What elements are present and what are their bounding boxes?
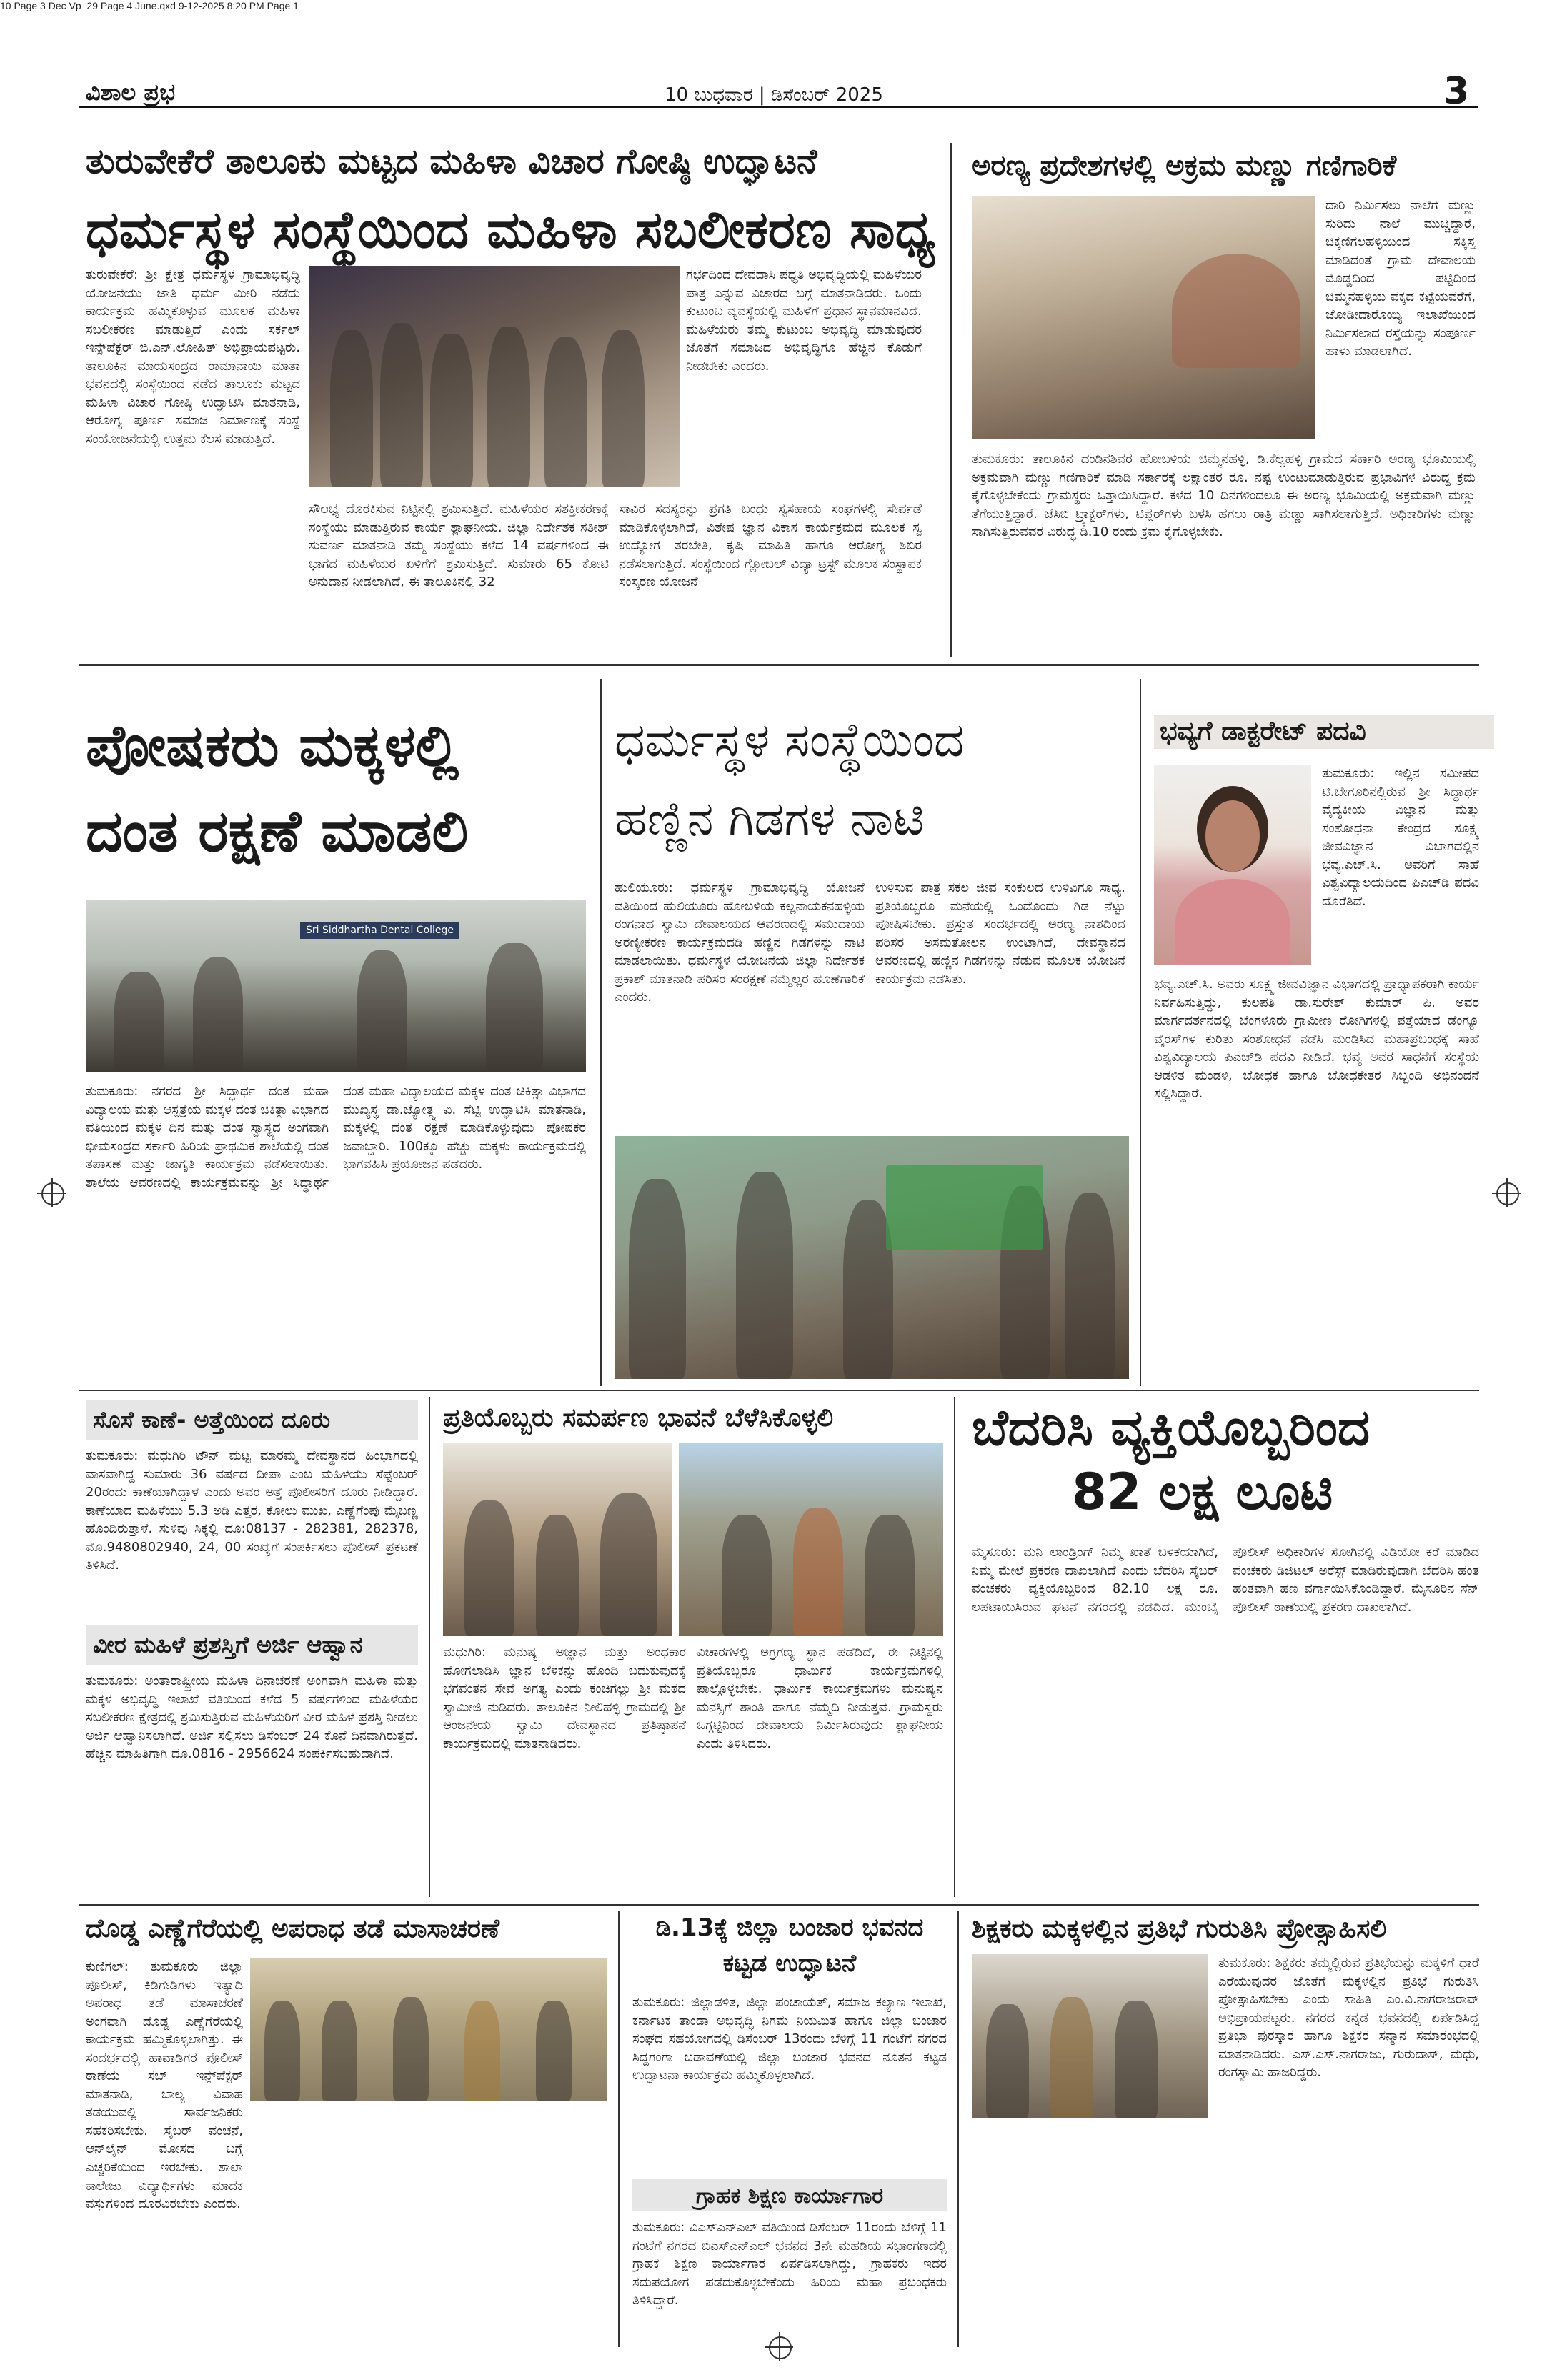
story1-col3: ಸೌಲಭ್ಯ ದೊರಕಿಸುವ ನಿಟ್ಟಿನಲ್ಲಿ ಶ್ರಮಿಸುತ್ತಿದೆ. ಮಹಿಳೆಯರ ಸಶಕ್ತೀಕರಣಕ್ಕೆ ಸಂಸ್ಥೆಯು ಮಾಡುತ್ತಿರುವ ಕಾರ್ಯ ಶ್ಲಾಘನೀಯ. ಜಿಲ್ಲಾ ನಿರ್ದೇಶಕ ಸತೀಶ್ ಸುವರ್ಣ ಮಾತನಾಡಿ ತಮ್ಮ ಸಂಸ್ಥೆಯು ಕಳೆದ 14 ವರ್ಷಗಳಿಂದ ಈ ಭಾಗದ ಮಹಿಳೆಯರ ಏಳಿಗೆಗೆ ಶ್ರಮಿಸುತ್ತಿದೆ. ಸುಮಾರು 65 ಕೋಟಿ ಅನುದಾನ ನೀಡಲಾಗಿದೆ, ಈ ತಾಲೂಕಿನಲ್ಲಿ 32: [309, 502, 609, 590]
row-divider: [79, 1904, 1479, 1906]
story1-headline: ಧರ್ಮಸ್ಥಳ ಸಂಸ್ಥೆಯಿಂದ ಮಹಿಳಾ ಸಬಲೀಕರಣ ಸಾಧ್ಯ: [86, 199, 936, 259]
story5-headline: ಭವ್ಯಗೆ ಡಾಕ್ಟರೇಟ್ ಪದವಿ: [1154, 715, 1494, 749]
column-divider: [950, 143, 952, 657]
row-divider: [79, 1390, 1479, 1391]
story8-photo-2: [679, 1443, 943, 1636]
story7-headline: ವೀರ ಮಹಿಳೆ ಪ್ರಶಸ್ತಿಗೆ ಅರ್ಜಿ ಆಹ್ವಾನ: [93, 1631, 363, 1658]
story11-headline-line2: ಕಟ್ಟಡ ಉದ್ಘಾಟನೆ: [722, 1949, 857, 1978]
story2-body: ತುಮಕೂರು: ತಾಲೂಕಿನ ದಂಡಿನಶಿವರ ಹೋಬಳಿಯ ಚಿಮ್ಮನಹಳ್ಳಿ, ಡಿ.ಕೆಲ್ಲಹಳ್ಳಿ ಗ್ರಾಮದ ಸರ್ಕಾರಿ ಅರಣ್ಯ ಭೂಮಿಯಲ್ಲಿ ಅಕ್ರಮವಾಗಿ ಮಣ್ಣು ಗಣಿಗಾರಿಕೆ ಮಾಡಿ ಸರ್ಕಾರಕ್ಕೆ ಲಕ್ಷಾಂತರ ರೂ. ನಷ್ಟ ಉಂಟುಮಾಡುತ್ತಿರುವ ಪ್ರಭಾವಿಗಳ ವಿರುದ್ಧ ಕ್ರಮ ಕೈಗೊಳ್ಳಬೇಕೆಂದು ಗ್ರಾಮಸ್ಥರು ಒತ್ತಾಯಿಸಿದ್ದಾರೆ. ಕಳೆದ 10 ದಿನಗಳಿಂದಲೂ ಈ ಅರಣ್ಯ ಭೂಮಿಯಲ್ಲಿ ಅಕ್ರಮವಾಗಿ ಮಣ್ಣು ತೆಗೆಯುತ್ತಿದ್ದಾರೆ. ಜೆಸಿಬಿ ಟ್ರ್ಯಾಕ್ಟರ್‌ಗಳು, ಟಿಪ್ಪರ್‌ಗಳು ಬಳಸಿ ಹಗಲು ರಾತ್ರಿ ಮಣ್ಣು ಸಾಗಿಸಲಾಗುತ್ತಿದೆ. ಅಧಿಕಾರಿಗಳು ಮಣ್ಣು ಸಾಗಿಸುತ್ತಿರುವವರ ವಿರುದ್ಧ ಡಿ.10 ರಂದು ಕ್ರಮ ಕೈಗೊಳ್ಳಬೇಕು.: [972, 452, 1476, 540]
story6-header-box: [86, 1400, 418, 1440]
story10-body: ಕುಣಿಗಲ್: ತುಮಕೂರು ಜಿಲ್ಲಾ ಪೊಲೀಸ್, ಕಿಡಿಗೇಡಿಗಳು ಇತ್ಯಾದಿ ಅಪರಾಧ ತಡೆ ಮಾಸಾಚರಣೆ ಅಂಗವಾಗಿ ದೊಡ್ಡ ಎಣ್ಣೆಗೆರೆಯಲ್ಲಿ ಕಾರ್ಯಕ್ರಮ ಹಮ್ಮಿಕೊಳ್ಳಲಾಗಿತ್ತು. ಈ ಸಂದರ್ಭದಲ್ಲಿ ಹಾವಾಡಿಗರ ಪೊಲೀಸ್ ಠಾಣೆಯ ಸಬ್ ಇನ್ಸ್‌ಪೆಕ್ಟರ್ ಮಾತನಾಡಿ, ಬಾಲ್ಯ ವಿವಾಹ ತಡೆಯುವಲ್ಲಿ ಸಾರ್ವಜನಿಕರು ಸಹಕರಿಸಬೇಕು. ಸೈಬರ್ ವಂಚನೆ, ಆನ್‌ಲೈನ್ ಮೋಸದ ಬಗ್ಗೆ ಎಚ್ಚರಿಕೆಯಿಂದ ಇರಬೇಕು. ಶಾಲಾ ಕಾಲೇಜು ವಿದ್ಯಾರ್ಥಿಗಳು ಮಾದಕ ವಸ್ತುಗಳಿಂದ ದೂರವಿರಬೇಕು ಎಂದರು.: [86, 1959, 243, 2212]
story12-body: ತುಮಕೂರು: ವಿಎಸ್‌ಎನ್‌ಎಲ್ ವತಿಯಿಂದ ಡಿಸೆಂಬರ್ 11ರಂದು ಬೆಳಿಗ್ಗೆ 11 ಗಂಟೆಗೆ ನಗರದ ಬಿಎಸ್‌ಎನ್‌ಎಲ್ ಭವನದ 3ನೇ ಮಹಡಿಯ ಸಭಾಂಗಣದಲ್ಲಿ ಗ್ರಾಹಕ ಶಿಕ್ಷಣ ಕಾರ್ಯಾಗಾರ ಏರ್ಪಡಿಸಲಾಗಿದ್ದು, ಗ್ರಾಹಕರು ಇದರ ಸದುಪಯೋಗ ಪಡೆದುಕೊಳ್ಳಬೇಕೆಂದು ಹಿರಿಯ ಮಹಾ ಪ್ರಬಂಧಕರು ತಿಳಿಸಿದ್ದಾರೆ.: [632, 2220, 947, 2309]
print-slug: 10 Page 3 Dec Vp_29 Page 4 June.qxd 9-12-2025 8:20 PM Page 1: [0, 0, 299, 11]
story3-headline-line1: ಪೋಷಕರು ಮಕ್ಕಳಲ್ಲಿ: [86, 712, 459, 779]
story4-col2: ಉಳಿಸುವ ಪಾತ್ರ ಸಕಲ ಜೀವ ಸಂಕುಲದ ಉಳಿವಿಗೂ ಸಾಧ್ಯ. ಪ್ರತಿಯೊಬ್ಬರೂ ಮನೆಯಲ್ಲಿ ಒಂದೊಂದು ಗಿಡ ನೆಟ್ಟು ಪೋಷಿಸಬೇಕು. ಪ್ರಸ್ತುತ ಸಂದರ್ಭದಲ್ಲಿ ಅರಣ್ಯ ನಾಶದಿಂದ ಪರಿಸರ ಅಸಮತೋಲನ ಉಂಟಾಗಿದೆ, ದೇವಸ್ಥಾನದ ಆವರಣದಲ್ಲಿ ಹಣ್ಣಿನ ಗಿಡಗಳನ್ನು ನೆಡುವ ಮೂಲಕ ಯೋಜನೆ ಕಾರ್ಯಕ್ರಮ ನಡೆಸಿತು.: [875, 880, 1125, 987]
story9-headline-line2: 82 ಲಕ್ಷ ಲೂಟಿ: [1072, 1463, 1333, 1521]
story3-photo-banner: Sri Siddhartha Dental College: [300, 922, 459, 939]
story1-col2: ಗರ್ಭದಿಂದ ದೇವದಾಸಿ ಪಧ್ಧತಿ ಅಭಿವೃದ್ಧಿಯಲ್ಲಿ ಮಹಿಳೆಯರ ಪಾತ್ರ ಎನ್ನುವ ವಿಚಾರದ ಬಗ್ಗೆ ಮಾತನಾಡಿದರು. ಒಂದು ಕುಟುಂಬ ವ್ಯವಸ್ಥೆಯಲ್ಲಿ ಮಹಿಳೆಗೆ ಪ್ರಧಾನ ಸ್ಥಾನಮಾನವಿದೆ. ಮಹಿಳೆಯರು ತಮ್ಮ ಕುಟುಂಬ ಅಭಿವೃದ್ಧಿ ಮಾಡುವುದರ ಜೊತೆಗೆ ಸಮಾಜದ ಅಭಿವೃದ್ಧಿಗೂ ಹೆಚ್ಚಿನ ಕೊಡುಗೆ ನೀಡಬೇಕು ಎಂದರು.: [686, 267, 922, 374]
story12-header-box: [632, 2179, 947, 2211]
story8-headline: ಪ್ರತಿಯೊಬ್ಬರು ಸಮರ್ಪಣ ಭಾವನೆ ಬೆಳೆಸಿಕೊಳ್ಳಲಿ: [443, 1403, 834, 1433]
story5-body: ಭವ್ಯ.ಎಚ್.ಸಿ. ಅವರು ಸೂಕ್ಷ್ಮ ಜೀವವಿಜ್ಞಾನ ವಿಭಾಗದಲ್ಲಿ ಪ್ರಾಧ್ಯಾಪಕರಾಗಿ ಕಾರ್ಯ ನಿರ್ವಹಿಸುತ್ತಿದ್ದು, ಕುಲಪತಿ ಡಾ.ಸುರೇಶ್ ಕುಮಾರ್ ಪಿ. ಅವರ ಮಾರ್ಗದರ್ಶನದಲ್ಲಿ ಬೆಂಗಳೂರು ಗ್ರಾಮೀಣ ರೋಗಿಗಳಲ್ಲಿ ಪತ್ತೆಯಾದ ಡೆಂಗ್ಯೂ ವೈರಸ್‌ಗಳ ಕುರಿತು ಸಂಶೋಧನೆ ನಡೆಸಿ ಮಂಡಿಸಿದ ಮಹಾಪ್ರಬಂಧಕ್ಕೆ ಸಾಹೆ ವಿಶ್ವವಿದ್ಯಾಲಯ ಪಿಎಚ್‌ಡಿ ಪದವಿ ನೀಡಿದೆ. ಭವ್ಯ ಅವರ ಸಾಧನೆಗೆ ಸಂಸ್ಥೆಯ ಆಡಳಿತ ಮಂಡಳಿ, ಬೋಧಕ ಹಾಗೂ ಬೋಧಕೇತರ ಸಿಬ್ಬಂದಿ ಅಭಿನಂದನೆ ಸಲ್ಲಿಸಿದ್ದಾರೆ.: [1154, 977, 1479, 1102]
column-divider: [957, 1911, 959, 2347]
registration-mark-right: [1496, 1182, 1519, 1205]
story3-photo: [86, 900, 586, 1072]
dateline: 10 ಬುಧವಾರ | ಡಿಸೆಂಬರ್ 2025: [665, 84, 883, 106]
story1-col1: ತುರುವೇಕೆರೆ: ಶ್ರೀ ಕ್ಷೇತ್ರ ಧರ್ಮಸ್ಥಳ ಗ್ರಾಮಾಭಿವೃದ್ಧಿ ಯೋಜನೆಯು ಜಾತಿ ಧರ್ಮ ಮೀರಿ ನಡೆದು ಕಾರ್ಯಕ್ರಮ ಹಮ್ಮಿಕೊಳ್ಳುವ ಮೂಲಕ ಮಹಿಳಾ ಸಬಲೀಕರಣ ಮಾಡುತ್ತಿದೆ ಎಂದು ಸರ್ಕಲ್ ಇನ್ಸ್‌ಪೆಕ್ಟರ್ ಬಿ.ಎನ್.ಲೋಹಿತ್ ಅಭಿಪ್ರಾಯಪಟ್ಟರು. ತಾಲೂಕಿನ ಮಾಯಸಂದ್ರದ ರಾಮಾನಾಯಿ ಮಾತಾ ಭವನದಲ್ಲಿ ಸಂಸ್ಥೆಯಿಂದ ನಡೆದ ತಾಲೂಕು ಮಟ್ಟದ ಮಹಿಳಾ ವಿಚಾರ ಗೋಷ್ಠಿ ಉದ್ಘಾಟಿಸಿ ಮಾತನಾಡಿ, ಆರೋಗ್ಯ ಪೂರ್ಣ ಸಮಾಜ ನಿರ್ಮಾಣಕ್ಕೆ ಸಂಸ್ಥೆ ಸಂಯೋಜನೆಯಲ್ಲಿ ಉತ್ತಮ ಕೆಲಸ ಮಾಡುತ್ತಿದೆ.: [86, 267, 300, 447]
page-number: 3: [1443, 70, 1470, 113]
story1-col4: ಸಾವಿರ ಸದಸ್ಯರನ್ನು ಪ್ರಗತಿ ಬಂಧು ಸ್ವಸಹಾಯ ಸಂಘಗಳಲ್ಲಿ ಸೇರ್ಪಡೆ ಮಾಡಿಕೊಳ್ಳಲಾಗಿದೆ, ವಿಶೇಷ ಜ್ಞಾನ ವಿಕಾಸ ಕಾರ್ಯಕ್ರಮದ ಮೂಲಕ ಸ್ವ ಉದ್ಯೋಗ ತರಬೇತಿ, ಕೃಷಿ ಮಾಹಿತಿ ಹಾಗೂ ಆರೋಗ್ಯ ಶಿಬಿರ ನಡೆಸಲಾಗುತ್ತಿದೆ. ಸಂಸ್ಥೆಯಿಂದ ಗ್ಲೋಬಲ್ ವಿದ್ಯಾ ಟ್ರಸ್ಟ್ ಮೂಲಕ ಸಂಸ್ಥಾಪಕ ಸಂಸ್ಕರಣ ಯೋಜನೆ: [619, 502, 922, 590]
story7-body: ತುಮಕೂರು: ಅಂತಾರಾಷ್ಟ್ರೀಯ ಮಹಿಳಾ ದಿನಾಚರಣೆ ಅಂಗವಾಗಿ ಮಹಿಳಾ ಮತ್ತು ಮಕ್ಕಳ ಅಭಿವೃದ್ಧಿ ಇಲಾಖೆ ವತಿಯಿಂದ ಕಳೆದ 5 ವರ್ಷಗಳಿಂದ ಮಹಿಳೆಯರ ಸಬಲೀಕರಣ ಕ್ಷೇತ್ರದಲ್ಲಿ ಶ್ರಮಿಸುತ್ತಿರುವ ಮಹಿಳೆಯರಿಗೆ ವೀರ ಮಹಿಳೆ ಪ್ರಶಸ್ತಿ ನೀಡಲು ಅರ್ಜಿ ಆಹ್ವಾನಿಸಲಾಗಿದೆ. ಅರ್ಜಿ ಸಲ್ಲಿಸಲು ಡಿಸೆಂಬರ್ 24 ಕೊನೆ ದಿನವಾಗಿರುತ್ತದೆ. ಹೆಚ್ಚಿನ ಮಾಹಿತಿಗಾಗಿ ದೂ.0816 - 2956624 ಸಂಪರ್ಕಿಸಬಹುದಾಗಿದೆ.: [86, 1673, 418, 1762]
story10-photo: [250, 1958, 607, 2101]
registration-mark-left: [41, 1182, 64, 1205]
column-divider: [954, 1397, 955, 1897]
story5-beside-photo: ತುಮಕೂರು: ಇಲ್ಲಿನ ಸಮೀಪದ ಟಿ.ಬೇಗೂರಿನಲ್ಲಿರುವ ಶ್ರೀ ಸಿದ್ಧಾರ್ಥ ವೈದ್ಯಕೀಯ ವಿಜ್ಞಾನ ಮತ್ತು ಸಂಶೋಧನಾ ಕೇಂದ್ರದ ಸೂಕ್ಷ್ಮ ಜೀವವಿಜ್ಞಾನ ವಿಭಾಗದಲ್ಲಿನ ಭವ್ಯ.ಎಚ್.ಸಿ. ಅವರಿಗೆ ಸಾಹೆ ವಿಶ್ವವಿದ್ಯಾಲಯದಿಂದ ಪಿಎಚ್‌ಡಿ ಪದವಿ ದೊರೆತಿದೆ.: [1322, 766, 1479, 909]
story8-col1: ಮಧುಗಿರಿ: ಮನುಷ್ಯ ಅಜ್ಞಾನ ಮತ್ತು ಅಂಧಕಾರ ಹೋಗಲಾಡಿಸಿ ಜ್ಞಾನ ಬೆಳಕನ್ನು ಹೊಂದಿ ಬದುಕುವುದಕ್ಕೆ ಭಗವಂತನ ಸೇವೆ ಅಗತ್ಯ ಎಂದು ಕಂಚಿಗಲ್ಲು ಶ್ರೀ ಮಠದ ಸ್ವಾಮೀಜಿ ನುಡಿದರು. ತಾಲೂಕಿನ ನೀಲಿಹಳ್ಳಿ ಗ್ರಾಮದಲ್ಲಿ ಶ್ರೀ ಆಂಜನೇಯ ಸ್ವಾಮಿ ದೇವಸ್ಥಾನದ ಪ್ರತಿಷ್ಠಾಪನೆ ಕಾರ್ಯಕ್ರಮದಲ್ಲಿ ಮಾತನಾಡಿದರು.: [443, 1645, 686, 1751]
story4-col1: ಹುಲಿಯೂರು: ಧರ್ಮಸ್ಥಳ ಗ್ರಾಮಾಭಿವೃದ್ಧಿ ಯೋಜನೆ ವತಿಯಿಂದ ಹುಲಿಯೂರು ಹೋಬಳಿಯ ಕಲ್ಲನಾಯಕನಹಳ್ಳಿಯ ರಂಗನಾಥ ಸ್ವಾಮಿ ದೇವಾಲಯದ ಆವರಣದಲ್ಲಿ ಸಮುದಾಯ ಅರಣ್ಯೀಕರಣ ಕಾರ್ಯಕ್ರಮದಡಿ ಹಣ್ಣಿನ ಗಿಡಗಳನ್ನು ನಾಟಿ ಮಾಡಲಾಯಿತು. ಧರ್ಮಸ್ಥಳ ಯೋಜನೆಯ ಜಿಲ್ಲಾ ನಿರ್ದೇಶಕ ಪ್ರಕಾಶ್ ಮಾತನಾಡಿ ಪರಿಸರ ಸಂರಕ್ಷಣೆ ನಮ್ಮೆಲ್ಲರ ಹೊಣೆಗಾರಿಕೆ ಎಂದರು.: [615, 880, 865, 1005]
story9-headline-line1: ಬೆದರಿಸಿ ವ್ಯಕ್ತಿಯೊಬ್ಬರಿಂದ: [972, 1398, 1371, 1457]
row-divider: [79, 664, 1479, 666]
story11-body: ತುಮಕೂರು: ಜಿಲ್ಲಾಡಳಿತ, ಜಿಲ್ಲಾ ಪಂಚಾಯತ್, ಸಮಾಜ ಕಲ್ಯಾಣ ಇಲಾಖೆ, ಕರ್ನಾಟಕ ತಾಂಡಾ ಅಭಿವೃದ್ಧಿ ನಿಗಮ ನಿಯಮಿತ ಹಾಗೂ ಜಿಲ್ಲಾ ಬಂಜಾರ ಸಂಘದ ಸಹಯೋಗದಲ್ಲಿ ಡಿಸೆಂಬರ್ 13ರಂದು ಬೆಳಿಗ್ಗೆ 11 ಗಂಟೆಗೆ ನಗರದ ಸಿದ್ದಗಂಗಾ ಬಡಾವಣೆಯಲ್ಲಿ ಜಿಲ್ಲಾ ಬಂಜಾರ ಭವನದ ನೂತನ ಕಟ್ಟಡ ಉದ್ಘಾಟನಾ ಕಾರ್ಯಕ್ರಮ ಹಮ್ಮಿಕೊಳ್ಳಲಾಗಿದೆ.: [632, 1995, 947, 2083]
story2-side-text: ದಾರಿ ನಿರ್ಮಿಸಲು ನಾಲೆಗೆ ಮಣ್ಣು ಸುರಿದು ನಾಲೆ ಮುಚ್ಚಿದ್ದಾರೆ, ಚಿಕ್ಕಣಿಗಲಹಳ್ಳಿಯಿಂದ ಸಕ್ಕಿಸ್ತ ಮಾಡಿದಂತೆ ಗ್ರಾಮ ದೇವಾಲಯ ಮೊಡ್ಡದಿಂದ ಪಟ್ಟಿದಿಂದ ಚಿಮ್ಮನಹಳ್ಳಿಯ ವಕ್ಕದ ಕಟ್ಟೆಯವರೆಗೆ, ಜೋಡೀದಾರೊಯ್ಯಿ ಇಲಾಖೆಯಿಂದ ನಿರ್ಮಿಸಲಾದ ರಸ್ತೆಯನ್ನು ಸಂಪೂರ್ಣ ಹಾಳು ಮಾಡಲಾಗಿದೆ.: [1325, 198, 1476, 359]
story3-body: ತುಮಕೂರು: ನಗರದ ಶ್ರೀ ಸಿದ್ಧಾರ್ಥ ದಂತ ಮಹಾ ವಿದ್ಯಾಲಯ ಮತ್ತು ಆಸ್ಪತ್ರೆಯ ಮಕ್ಕಳ ದಂತ ಚಿಕಿತ್ಸಾ ವಿಭಾಗದ ವತಿಯಿಂದ ಮಕ್ಕಳ ದಿನ ಮತ್ತು ದಂತ ಸ್ವಾಸ್ಥ್ಯದ ಅಂಗವಾಗಿ ಭೀಮಸಂದ್ರದ ಸರ್ಕಾರಿ ಹಿರಿಯ ಪ್ರಾಥಮಿಕ ಶಾಲೆಯಲ್ಲಿ ದಂತ ತಪಾಸಣೆ ಮತ್ತು ಜಾಗೃತಿ ಕಾರ್ಯಕ್ರಮ ನಡೆಸಲಾಯಿತು. ಶಾಲೆಯ ಆವರಣದಲ್ಲಿ ಕಾರ್ಯಕ್ರಮವನ್ನು ಶ್ರೀ ಸಿದ್ಧಾರ್ಥ ದಂತ ಮಹಾ ವಿದ್ಯಾಲಯದ ಮಕ್ಕಳ ದಂತ ಚಿಕಿತ್ಸಾ ವಿಭಾಗದ ಮುಖ್ಯಸ್ಥ ಡಾ.ಜ್ಯೋತ್ಸ್ನ ವಿ. ಸೆಟ್ಟಿ ಉದ್ಘಾಟಿಸಿ ಮಾತನಾಡಿ, ಮಕ್ಕಳಲ್ಲಿ ದಂತ ರಕ್ಷಣೆ ಮಾಡಿಕೊಳ್ಳುವುದು ಪೋಷಕರ ಜವಾಬ್ದಾರಿ. 100ಕ್ಕೂ ಹೆಚ್ಚು ಮಕ್ಕಳು ಕಾರ್ಯಕ್ರಮದಲ್ಲಿ ಭಾಗವಹಿಸಿ ಪ್ರಯೋಜನ ಪಡೆದರು.: [86, 1084, 586, 1190]
column-divider: [1140, 679, 1141, 1386]
column-divider: [600, 679, 602, 1386]
column-divider: [429, 1397, 430, 1897]
story3-headline-line2: ದಂತ ರಕ್ಷಣೆ ಮಾಡಲಿ: [86, 798, 469, 865]
story4-headline-line2: ಹಣ್ಣಿನ ಗಿಡಗಳ ನಾಟಿ: [615, 791, 925, 846]
story10-headline: ದೊಡ್ಡ ಎಣ್ಣೆಗೆರೆಯಲ್ಲಿ ಅಪರಾಧ ತಡೆ ಮಾಸಾಚರಣೆ: [86, 1914, 500, 1943]
column-divider: [618, 1911, 620, 2347]
story6-headline: ಸೊಸೆ ಕಾಣೆ- ಅತ್ತೆಯಿಂದ ದೂರು: [93, 1406, 331, 1433]
story13-body-right: ತುಮಕೂರು: ಶಿಕ್ಷಕರು ತಮ್ಮಲ್ಲಿರುವ ಪ್ರತಿಭೆಯನ್ನು ಮಕ್ಕಳಿಗೆ ಧಾರೆ ಎರೆಯುವುದರ ಜೊತೆಗೆ ಮಕ್ಕಳಲ್ಲಿನ ಪ್ರತಿಭೆ ಗುರುತಿಸಿ ಪ್ರೋತ್ಸಾಹಿಸಬೇಕು ಎಂದು ಸಾಹಿತಿ ಎಂ.ವಿ.ನಾಗರಾಜರಾವ್ ಅಭಿಪ್ರಾಯಪಟ್ಟರು. ನಗರದ ಕನ್ನಡ ಭವನದಲ್ಲಿ ಏರ್ಪಡಿಸಿದ್ದ ಪ್ರತಿಭಾ ಪುರಸ್ಕಾರ ಹಾಗೂ ಶಿಕ್ಷಕರ ಸನ್ಮಾನ ಸಮಾರಂಭದಲ್ಲಿ ಮಾತನಾಡಿದರು. ಎಸ್.ಎಸ್.ನಾಗರಾಜು, ಗುರುದಾಸ್, ಮಧು, ರಂಗಸ್ವಾಮಿ ಹಾಜರಿದ್ದರು.: [1218, 1956, 1479, 2081]
story4-headline-line1: ಧರ್ಮಸ್ಥಳ ಸಂಸ್ಥೆಯಿಂದ: [615, 712, 965, 767]
story2-headline: ಅರಣ್ಯ ಪ್ರದೇಶಗಳಲ್ಲಿ ಅಕ್ರಮ ಮಣ್ಣು ಗಣಿಗಾರಿಕೆ: [972, 149, 1397, 182]
story6-body: ತುಮಕೂರು: ಮಧುಗಿರಿ ಟೌನ್ ಮಟ್ಟ ಮಾರಮ್ಮ ದೇವಸ್ಥಾನದ ಹಿಂಭಾಗದಲ್ಲಿ ವಾಸವಾಗಿದ್ದ ಸುಮಾರು 36 ವರ್ಷದ ದೀಪಾ ಎಂಬ ಮಹಿಳೆಯು ಸೆಪ್ಟೆಂಬರ್ 20ರಂದು ಕಾಣೆಯಾಗಿದ್ದಾಳೆ ಎಂದು ಅವರ ಅತ್ತೆ ಪೊಲೀಸರಿಗೆ ದೂರು ನೀಡಿದ್ದಾರೆ. ಕಾಣೆಯಾದ ಮಹಿಳೆಯು 5.3 ಅಡಿ ಎತ್ತರ, ಕೋಲು ಮುಖ, ಎಣ್ಣೆಗೆಂಪು ಮೈಬಣ್ಣ ಹೊಂದಿರುತ್ತಾಳೆ. ಸುಳಿವು ಸಿಕ್ಕಲ್ಲಿ ದೂ:08137 - 282381, 282378, ಮೊ.9480802940, 24, 00 ಸಂಖ್ಯೆಗೆ ಸಂಪರ್ಕಿಸಲು ಪೊಲೀಸ್ ಪ್ರಕಟಣೆ ತಿಳಿಸಿದೆ.: [86, 1448, 418, 1573]
story12-headline: ಗ್ರಾಹಕ ಶಿಕ್ಷಣ ಕಾರ್ಯಾಗಾರ: [695, 2184, 884, 2209]
masthead-rule: [79, 106, 1478, 108]
story1-kicker: ತುರುವೇಕೆರೆ ತಾಲೂಕು ಮಟ್ಟದ ಮಹಿಳಾ ವಿಚಾರ ಗೋಷ್ಠಿ ಉದ್ಘಾಟನೆ: [86, 141, 817, 181]
story13-photo: [972, 1954, 1208, 2118]
story11-headline-line1: ಡಿ.13ಕ್ಕೆ ಜಿಲ್ಲಾ ಬಂಜಾರ ಭವನದ: [655, 1913, 924, 1942]
story4-photo: [615, 1136, 1129, 1379]
story9-body: ಮೈಸೂರು: ಮನಿ ಲಾಂಡ್ರಿಂಗ್ ನಿಮ್ಮ ಖಾತೆ ಬಳಕೆಯಾಗಿದೆ, ನಿಮ್ಮ ಮೇಲೆ ಪ್ರಕರಣ ದಾಖಲಾಗಿದೆ ಎಂದು ಬೆದರಿಸಿ ಸೈಬರ್ ವಂಚಕರು ವ್ಯಕ್ತಿಯೊಬ್ಬರಿಂದ 82.10 ಲಕ್ಷ ರೂ. ಲಪಟಾಯಿಸಿರುವ ಘಟನೆ ನಗರದಲ್ಲಿ ನಡೆದಿದೆ. ಮುಂಬೈ ಪೊಲೀಸ್ ಅಧಿಕಾರಿಗಳ ಸೋಗಿನಲ್ಲಿ ವಿಡಿಯೋ ಕರೆ ಮಾಡಿದ ವಂಚಕರು ಡಿಜಿಟಲ್ ಅರೆಸ್ಟ್ ಮಾಡಿರುವುದಾಗಿ ಬೆದರಿಸಿ ಹಂತ ಹಂತವಾಗಿ ಹಣ ವರ್ಗಾಯಿಸಿಕೊಂಡಿದ್ದಾರೆ. ಮೈಸೂರಿನ ಸೆನ್ ಪೊಲೀಸ್ ಠಾಣೆಯಲ್ಲಿ ಪ್ರಕರಣ ದಾಖಲಾಗಿದೆ.: [972, 1545, 1479, 1615]
story8-col2: ವಿಚಾರಗಳಲ್ಲಿ ಅಗ್ರಗಣ್ಯ ಸ್ಥಾನ ಪಡೆದಿದೆ, ಈ ನಿಟ್ಟಿನಲ್ಲಿ ಪ್ರತಿಯೊಬ್ಬರೂ ಧಾರ್ಮಿಕ ಕಾರ್ಯಕ್ರಮಗಳಲ್ಲಿ ಪಾಲ್ಗೊಳ್ಳಬೇಕು. ಧಾರ್ಮಿಕ ಕಾರ್ಯಕ್ರಮಗಳು ಮನುಷ್ಯನ ಮನಸ್ಸಿಗೆ ಶಾಂತಿ ಹಾಗೂ ನೆಮ್ಮದಿ ನೀಡುತ್ತವೆ. ಗ್ರಾಮಸ್ಥರು ಒಗ್ಗಟ್ಟಿನಿಂದ ದೇವಾಲಯ ನಿರ್ಮಿಸಿರುವುದು ಶ್ಲಾಘನೀಯ ಎಂದು ತಿಳಿಸಿದರು.: [697, 1645, 943, 1751]
story7-header-box: [86, 1625, 418, 1665]
story8-photo-1: [443, 1443, 672, 1636]
story13-headline: ಶಿಕ್ಷಕರು ಮಕ್ಕಳಲ್ಲಿನ ಪ್ರತಿಭೆ ಗುರುತಿಸಿ ಪ್ರೋತ್ಸಾಹಿಸಲಿ: [972, 1914, 1387, 1943]
masthead-logo: ವಿಶಾಲ ಪ್ರಭ: [86, 79, 176, 106]
story1-photo: [309, 266, 680, 487]
story5-portrait: [1154, 765, 1311, 965]
story2-photo: [972, 196, 1315, 439]
